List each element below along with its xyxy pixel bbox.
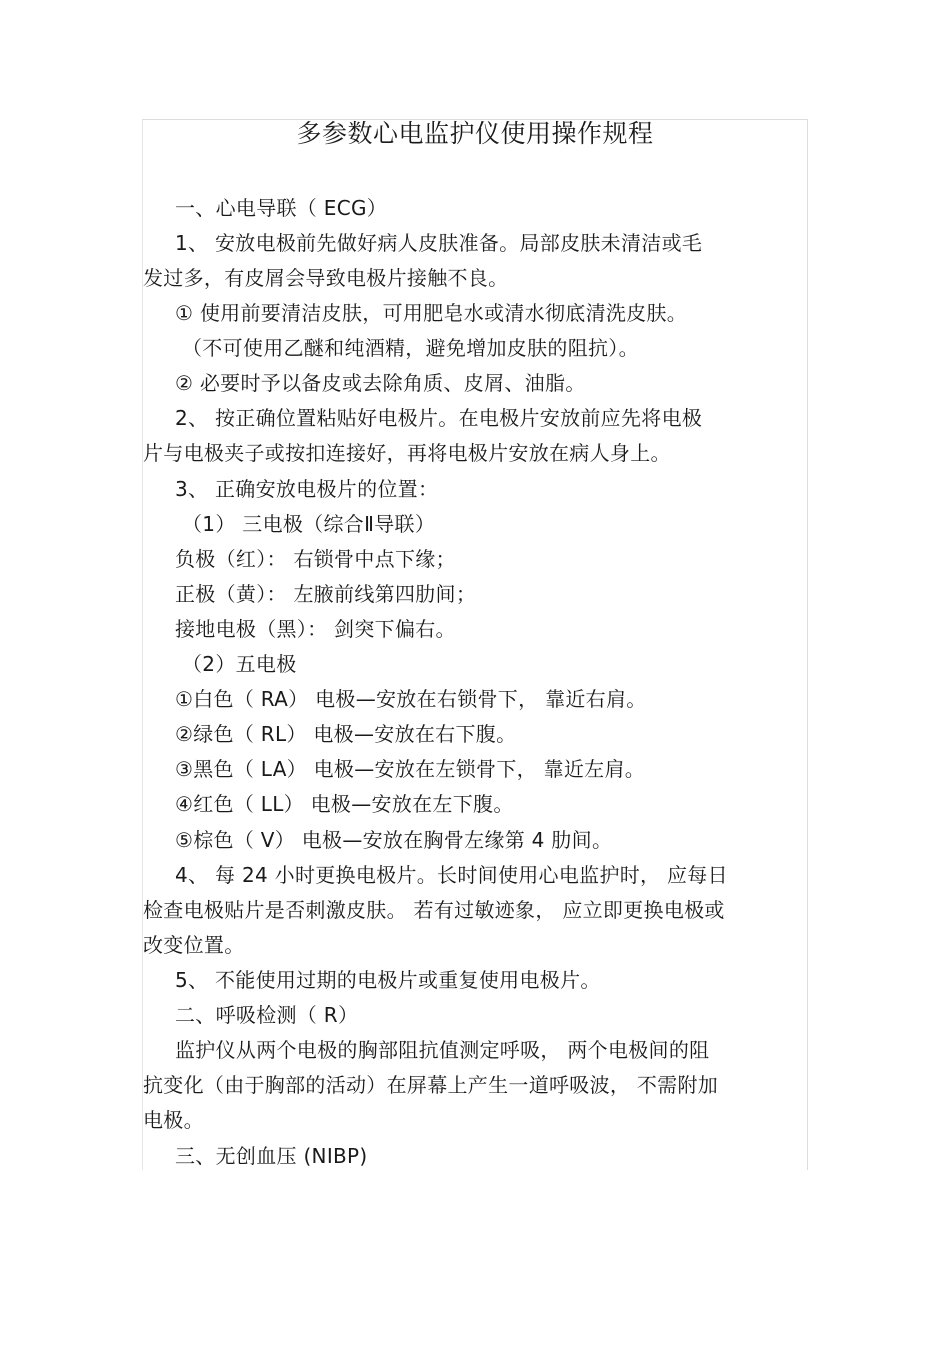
section-heading-nibp: 三、无创血压 (NIBP) xyxy=(175,1144,368,1168)
paragraph-line: 抗变化（由于胸部的活动）在屏幕上产生一道呼吸波， 不需附加 xyxy=(143,1073,719,1097)
paragraph-line: ① 使用前要清洁皮肤，可用肥皂水或清水彻底清洗皮肤。 xyxy=(175,301,688,325)
paragraph-line: ⑤棕色（ V） 电极—安放在胸骨左缘第 4 肋间。 xyxy=(175,828,613,852)
section-heading-ecg: 一、心电导联（ ECG） xyxy=(175,196,388,220)
paragraph-line: 2、 按正确位置粘贴好电极片。在电极片安放前应先将电极 xyxy=(175,406,703,430)
section-heading-respiration: 二、呼吸检测（ R） xyxy=(175,1003,359,1027)
paragraph-line: ②绿色（ RL） 电极—安放在右下腹。 xyxy=(175,722,517,746)
paragraph-line: ③黑色（ LA） 电极—安放在左锁骨下， 靠近左肩。 xyxy=(175,757,646,781)
paragraph-line: 1、 安放电极前先做好病人皮肤准备。局部皮肤未清洁或毛 xyxy=(175,231,703,255)
paragraph-line: （2）五电极 xyxy=(182,652,297,676)
paragraph-line: 电极。 xyxy=(143,1108,204,1132)
paragraph-line: ①白色（ RA） 电极—安放在右锁骨下， 靠近右肩。 xyxy=(175,687,647,711)
paragraph-line: 监护仪从两个电极的胸部阻抗值测定呼吸， 两个电极间的阻 xyxy=(175,1038,710,1062)
paragraph-line: 接地电极（黑）： 剑突下偏右。 xyxy=(175,617,456,641)
document-title: 多参数心电监护仪使用操作规程 xyxy=(296,119,654,148)
paragraph-line: ④红色（ LL） 电极—安放在左下腹。 xyxy=(175,792,514,816)
paragraph-line: 检查电极贴片是否刺激皮肤。 若有过敏迹象， 应立即更换电极或 xyxy=(143,898,725,922)
paragraph-line: （不可使用乙醚和纯酒精，避免增加皮肤的阻抗）。 xyxy=(182,336,639,360)
paragraph-line: ② 必要时予以备皮或去除角质、皮屑、油脂。 xyxy=(175,371,586,395)
paragraph-line: 4、 每 24 小时更换电极片。长时间使用心电监护时， 应每日 xyxy=(175,863,728,887)
paragraph-line: 改变位置。 xyxy=(143,933,245,957)
paragraph-line: 负极（红）： 右锁骨中点下缘； xyxy=(175,547,456,571)
paragraph-line: 发过多，有皮屑会导致电极片接触不良。 xyxy=(143,266,509,290)
paragraph-line: （1） 三电极（综合Ⅱ导联） xyxy=(182,512,436,536)
paragraph-line: 正极（黄）： 左腋前线第四肋间； xyxy=(175,582,477,606)
paragraph-line: 5、 不能使用过期的电极片或重复使用电极片。 xyxy=(175,968,601,992)
paragraph-line: 片与电极夹子或按扣连接好，再将电极片安放在病人身上。 xyxy=(143,441,671,465)
paragraph-line: 3、 正确安放电极片的位置： xyxy=(175,477,439,501)
